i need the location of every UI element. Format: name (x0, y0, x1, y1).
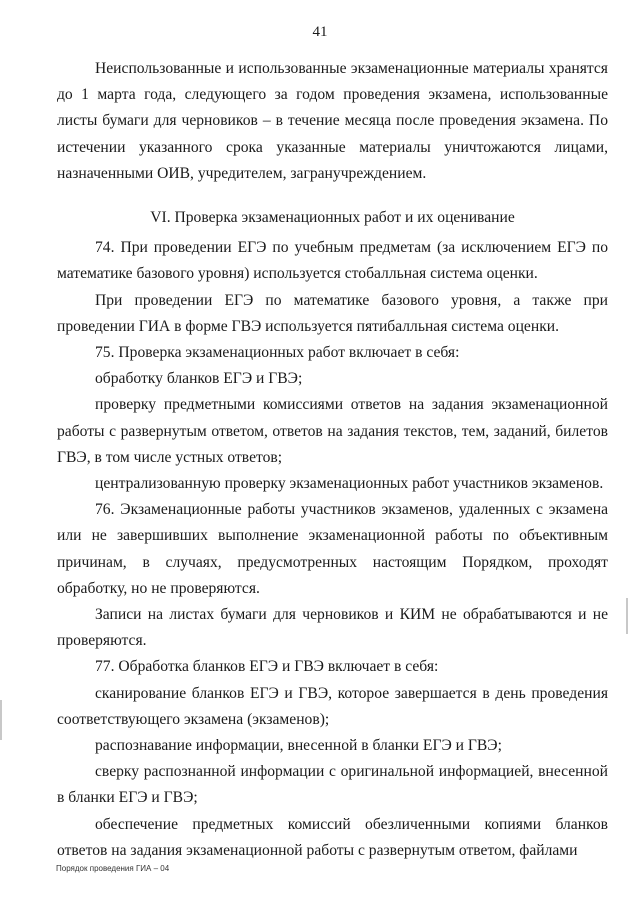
paragraph-77: 77. Обработка бланков ЕГЭ и ГВЭ включает в себя: (95, 658, 439, 676)
list-item-scanning: сканирование бланков ЕГЭ и ГВЭ, которое завершается в день проведения соответствующего экзамена (экзаменов); (57, 684, 608, 728)
document-body (57, 56, 608, 864)
paragraph-75: 75. Проверка экзаменационных работ включает в себя: (95, 344, 460, 362)
list-item-processing: обработку бланков ЕГЭ и ГВЭ; (95, 370, 303, 388)
list-item-recognition: распознавание информации, внесенной в бланки ЕГЭ и ГВЭ; (95, 737, 502, 755)
list-item-copies: обеспечение предметных комиссий обезличенными копиями бланков ответов на задания экзаменационной работы с развернутым ответом, файлами (57, 815, 608, 859)
page-number: 41 (312, 24, 328, 40)
paragraph-74: 74. При проведении ЕГЭ по учебным предметам (за исключением ЕГЭ по математике базового уровня) используется стобалльная система оценки. (57, 239, 608, 283)
page-footer: Порядок проведения ГИА – 04 (56, 864, 170, 873)
section-heading: VI. Проверка экзаменационных работ и их оценивание (150, 209, 515, 227)
list-item-commission-check: проверку предметными комиссиями ответов на задания экзаменационной работы с развернутым ответом, ответов на задания текстов, тем, заданий, билетов ГВЭ, в том числе устных ответов; (57, 396, 608, 466)
paragraph-76-drafts: Записи на листах бумаги для черновиков и КИМ не обрабатываются и не проверяются. (57, 606, 608, 650)
paragraph-materials-storage: Неиспользованные и использованные экзаменационные материалы хранятся до 1 марта года, следующего за годом проведения экзамена, использованные листы бумаги для черновиков – в течение месяца после проведения экзамена. По истечении указанного срока указанные материалы уничтожаются лицами, назначенными ОИВ, учредителем, загранучреждением. (57, 60, 608, 182)
paragraph-74-continued: При проведении ЕГЭ по математике базового уровня, а также при проведении ГИА в форме ГВЭ используется пятибалльная система оценки. (57, 291, 608, 335)
list-item-centralized-check: централизованную проверку экзаменационных работ участников экзаменов. (95, 475, 604, 493)
scan-artifact (0, 700, 2, 740)
scan-artifact (626, 598, 628, 634)
paragraph-76: 76. Экзаменационные работы участников экзаменов, удаленных с экзамена или не завершивших выполнение экзаменационной работы по объективным причинам, в случаях, предусмотренных настоящим Порядком, проходят обработку, но не проверяются. (57, 501, 608, 597)
list-item-verification: сверку распознанной информации с оригинальной информацией, внесенной в бланки ЕГЭ и ГВЭ; (57, 763, 608, 807)
